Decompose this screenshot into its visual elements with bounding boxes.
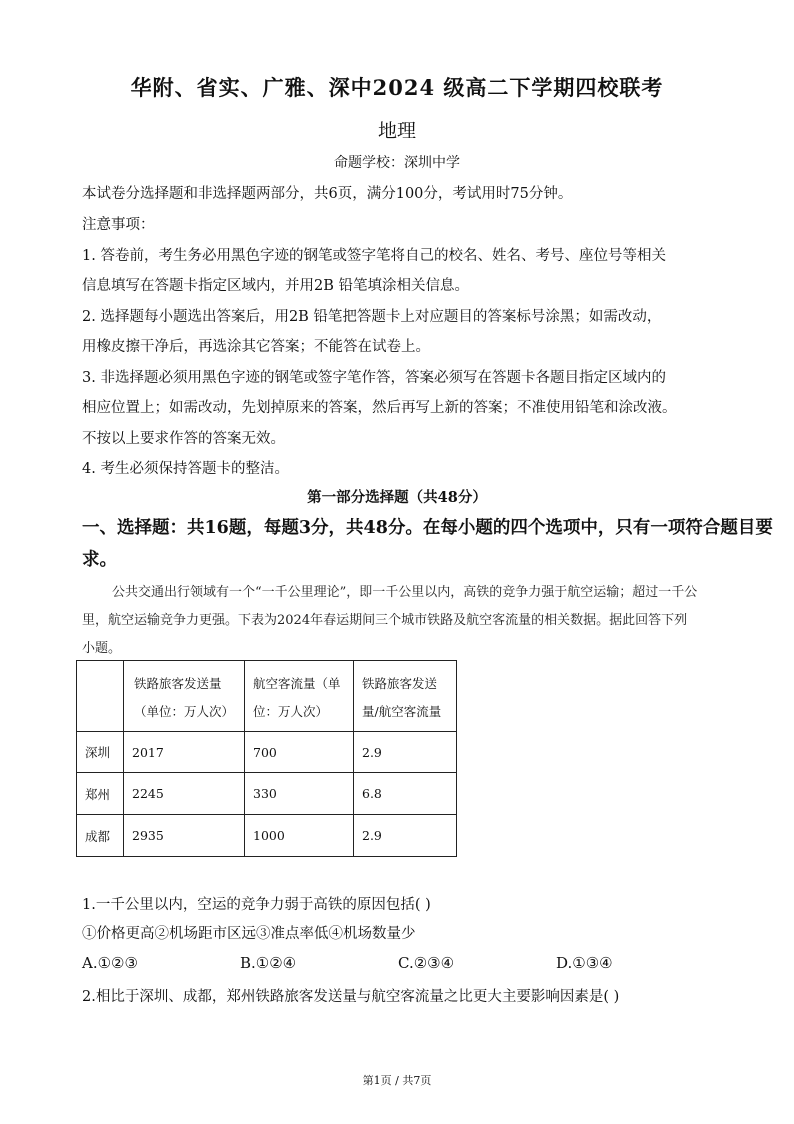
table-cell: 2245 (124, 773, 245, 815)
table-header-cell (124, 661, 245, 732)
passage-line: 小题。 (82, 641, 122, 656)
table-cell: 深圳 (77, 732, 124, 773)
table-header-row (77, 661, 457, 732)
section-title: 第一部分选择题（共48分） (307, 489, 487, 506)
notes-heading: 注意事项： (82, 217, 155, 233)
note-line: 2. 选择题每小题选出答案后，用2B 铅笔把答题卡上对应题目的答案标号涂黑；如需改动， (82, 309, 662, 325)
table-cell: 330 (245, 773, 354, 815)
table-header-cell (77, 661, 124, 732)
table-header-cell (245, 661, 354, 732)
option-a[interactable]: A.①②③ (82, 954, 138, 972)
table-row (77, 815, 457, 857)
option-d[interactable]: D.①③④ (556, 954, 613, 972)
header-text: 位：万人次） (253, 704, 329, 719)
table-cell: 成都 (77, 815, 124, 857)
school-line: 命题学校：深圳中学 (334, 155, 460, 171)
part-heading: 求。 (82, 550, 117, 570)
option-b[interactable]: B.①②④ (240, 954, 297, 972)
table-cell: 1000 (245, 815, 354, 857)
table-cell: 700 (245, 732, 354, 773)
question-2-stem: 2.相比于深圳、成都，郑州铁路旅客发送量与航空客流量之比更大主要影响因素是( ) (82, 989, 620, 1005)
note-line: 用橡皮擦干净后，再选涂其它答案；不能答在试卷上。 (82, 339, 430, 355)
subject-title: 地理 (377, 120, 416, 142)
question-1-choices: ①价格更高②机场距市区远③准点率低④机场数量少 (82, 926, 416, 942)
table-row (77, 732, 457, 773)
note-line: 相应位置上；如需改动，先划掉原来的答案，然后再写上新的答案；不准使用铅笔和涂改液。 (82, 400, 677, 416)
note-line: 1. 答卷前，考生务必用黑色字迹的钢笔或签字笔将自己的校名、姓名、考号、座位号等相关 (82, 248, 666, 264)
exam-title: 华附、省实、广雅、深中2024 级高二下学期四校联考 (130, 75, 664, 100)
note-line: 3. 非选择题必须用黑色字迹的钢笔或签字笔作答，答案必须写在答题卡各题目指定区域内的 (82, 370, 666, 386)
header-text: 铁路旅客发送 (362, 676, 438, 691)
header-text: 铁路旅客发送量 (134, 676, 222, 691)
note-line: 不按以上要求作答的答案无效。 (82, 431, 285, 447)
note-line: 4. 考生必须保持答题卡的整洁。 (82, 461, 289, 477)
question-1-stem: 1.一千公里以内，空运的竞争力弱于高铁的原因包括( ) (82, 897, 431, 913)
table-header-cell (354, 661, 457, 732)
table-row (77, 773, 457, 815)
table-cell: 2017 (124, 732, 245, 773)
data-table (76, 660, 457, 857)
table-cell: 6.8 (354, 773, 457, 815)
table-cell: 2935 (124, 815, 245, 857)
part-heading: 一、选择题：共16题，每题3分，共48分。在每小题的四个选项中，只有一项符合题目要 (82, 518, 773, 538)
page-footer: 第1页 / 共7页 (362, 1074, 432, 1087)
option-c[interactable]: C.②③④ (398, 954, 455, 972)
table-cell: 2.9 (354, 732, 457, 773)
passage-line: 公共交通出行领域有一个“一千公里理论”，即一千公里以内，高铁的竞争力强于航空运输；超过一千公 (112, 585, 698, 600)
intro-text: 本试卷分选择题和非选择题两部分，共6页，满分100分，考试用时75分钟。 (82, 186, 573, 202)
header-text: （单位：万人次） (134, 704, 235, 719)
passage-line: 里，航空运输竞争力更强。下表为2024年春运期间三个城市铁路及航空客流量的相关数据。据此回答下列 (82, 613, 688, 628)
table-cell: 郑州 (77, 773, 124, 815)
header-text: 航空客流量（单 (253, 676, 341, 691)
header-text: 量/航空客流量 (362, 704, 442, 719)
note-line: 信息填写在答题卡指定区域内，并用2B 铅笔填涂相关信息。 (82, 278, 469, 294)
table-cell: 2.9 (354, 815, 457, 857)
